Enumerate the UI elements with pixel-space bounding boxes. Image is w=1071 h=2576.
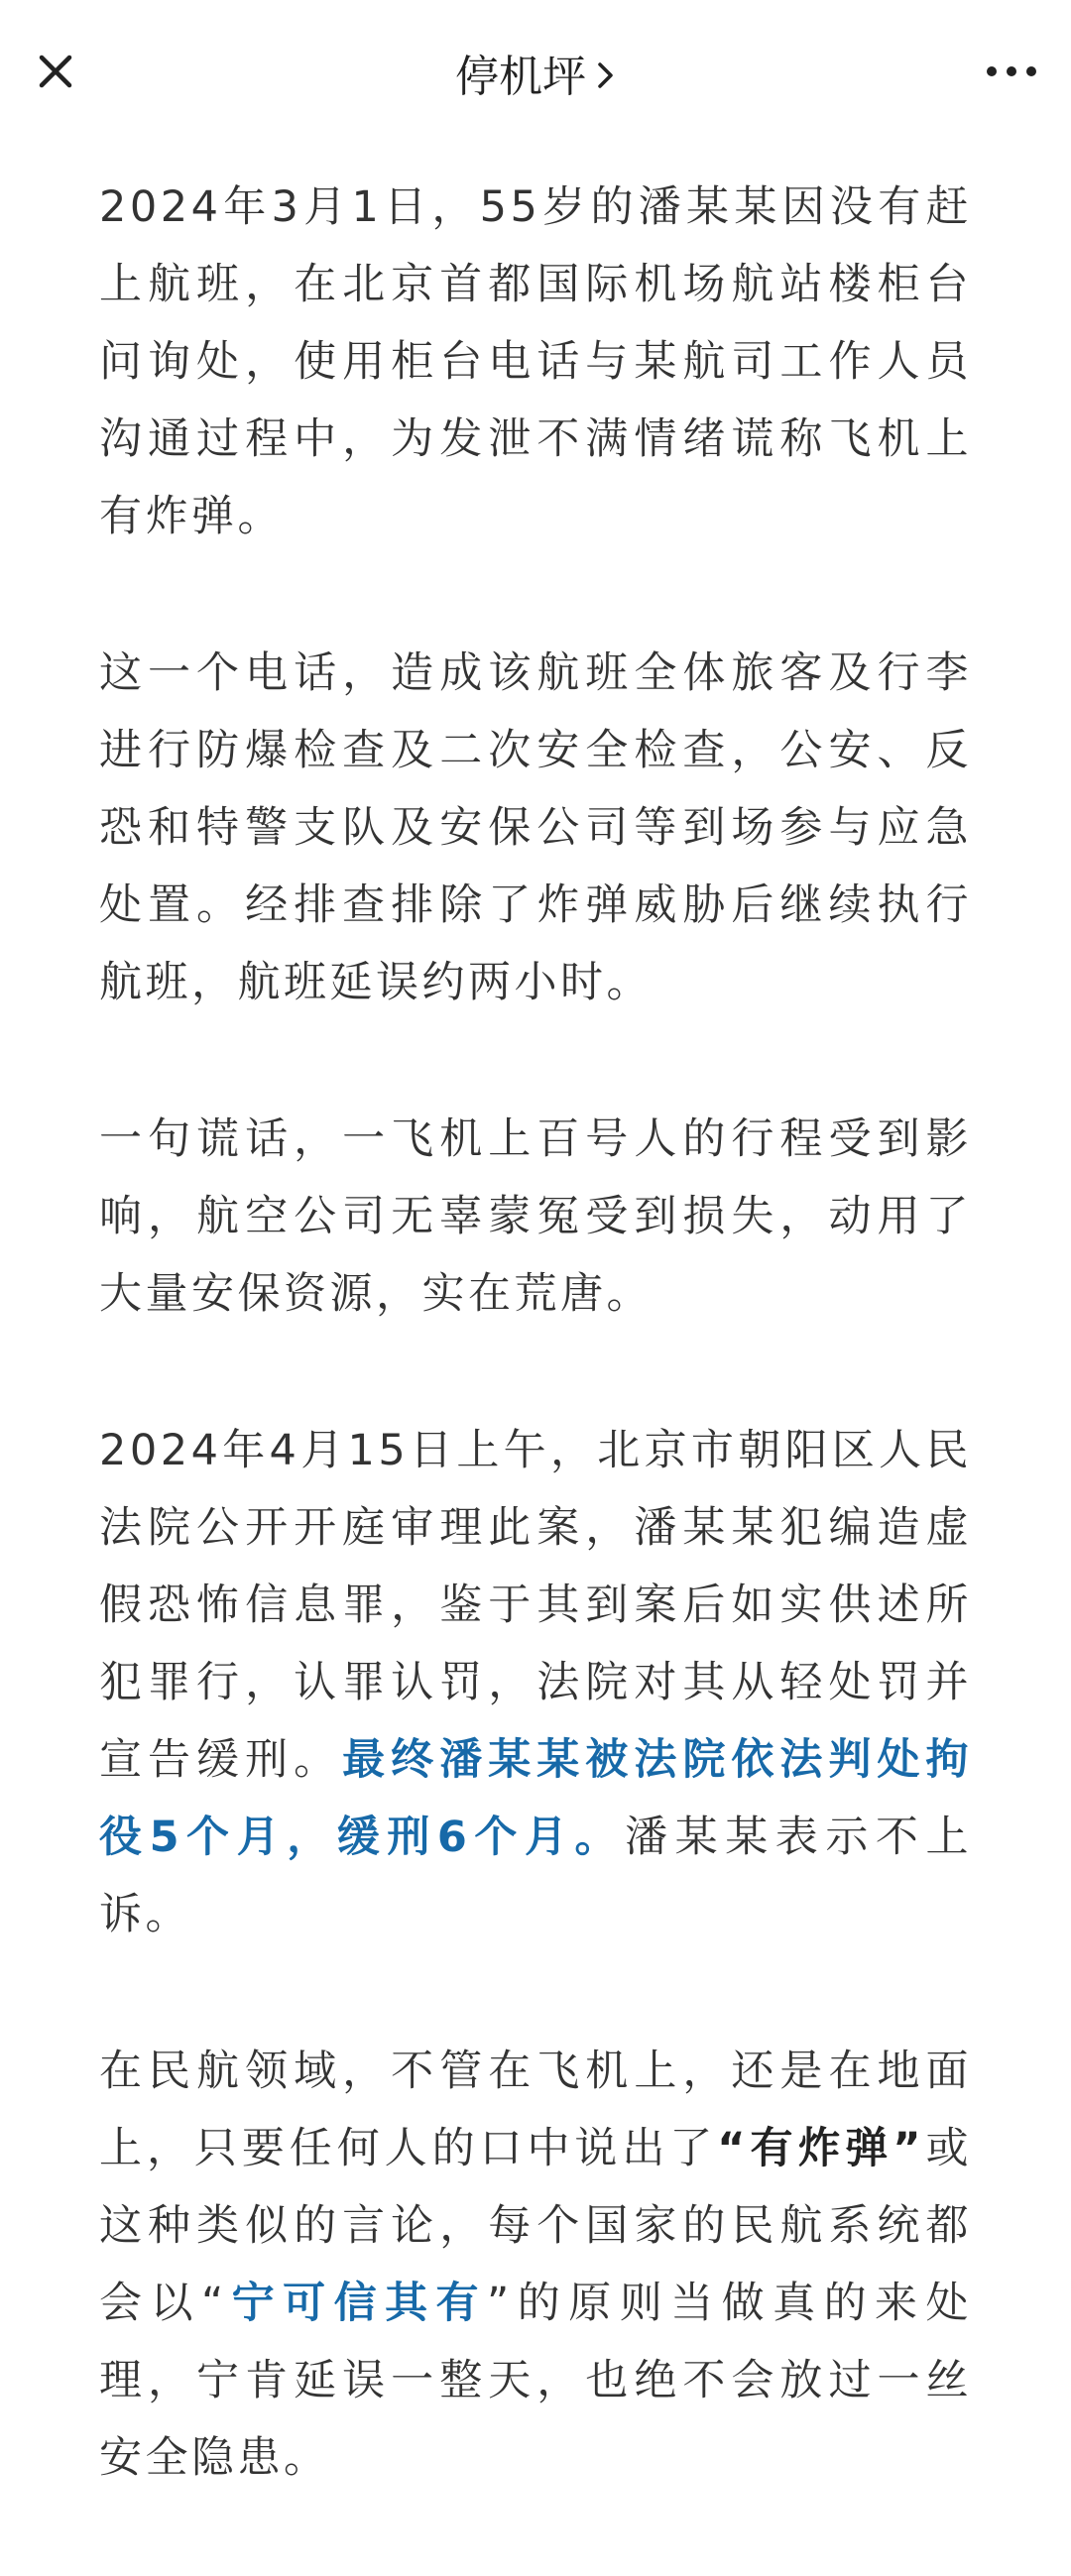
paragraph-5-part-1: 在民航领域，不管在飞机上，还是在地面上，只要任何人的口中说出了 (99, 2047, 972, 2173)
article-paragraph-2: 这一个电话，造成该航班全体旅客及行李进行防爆检查及二次安全检查，公安、反恐和特警支队及安保公司等到场参与应急处置。经排查排除了炸弹威胁后继续执行航班，航班延误约两小时。 (99, 648, 972, 1007)
paragraph-4-tail: 潘某某表示不上诉。 (99, 1813, 973, 1939)
more-button[interactable] (982, 48, 1041, 95)
article-paragraph-4 (99, 1412, 972, 1953)
article-paragraph-3: 一句谎话，一飞机上百号人的行程受到影响，航空公司无辜蒙冤受到损失，动用了大量安保资源，实在荒唐。 (99, 1114, 972, 1319)
page-title-link[interactable] (0, 50, 1071, 105)
article-paragraph-5 (99, 2033, 972, 2497)
paragraph-4-text: 2024年4月15日上午，北京市朝阳区人民法院公开开庭审理此案，潘某某犯编造虚假恐怖信息罪，鉴于其到案后如实供述所犯罪行，认罪认罚，法院对其从轻处罚并宣告缓刑。 (99, 1426, 972, 1785)
verdict-highlight: 最终潘某某被法院依法判处拘役5个月，缓刑6个月。 (99, 1735, 973, 1862)
article-body (99, 169, 972, 2576)
bomb-quote: “有炸弹” (717, 2124, 925, 2173)
quote-close-mark: ” (487, 2279, 513, 2328)
paragraph-5-part-3: 的原则当做真的来处理，宁肯延误一整天，也绝不会放过一丝安全隐患。 (99, 2279, 973, 2483)
paragraph-5-part-2: 或这种类似的言论，每个国家的民航系统都会以 (99, 2124, 973, 2328)
more-horizontal-icon (982, 48, 1041, 95)
principle-highlight: 宁可信其有 (226, 2279, 488, 2328)
quote-open-mark: “ (200, 2279, 227, 2328)
top-bar (0, 0, 1071, 169)
page-title: 停机坪 (455, 52, 586, 102)
chevron-right-icon (596, 49, 616, 104)
article-paragraph-1: 2024年3月1日，55岁的潘某某因没有赶上航班，在北京首都国际机场航站楼柜台问询处，使用柜台电话与某航司工作人员沟通过程中，为发泄不满情绪谎称飞机上有炸弹。 (99, 182, 972, 541)
